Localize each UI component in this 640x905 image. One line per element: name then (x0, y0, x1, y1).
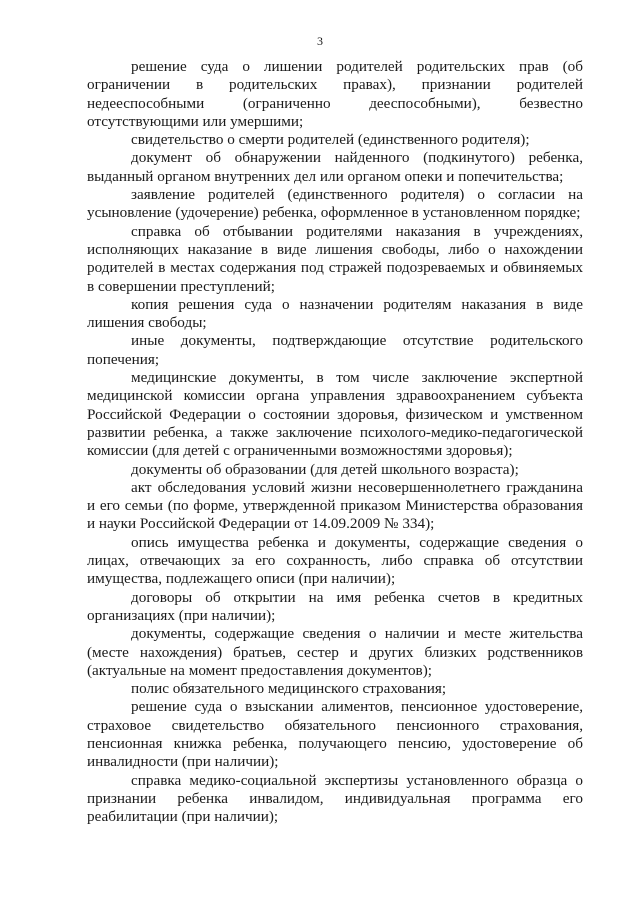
list-item-relatives-information: документы, содержащие сведения о наличии и месте жительства (месте нахождения) братьев, сестер и других близких родственников (актуальные на момент предоставления документов); (87, 625, 583, 679)
list-item-property-inventory: опись имущества ребенка и документы, содержащие сведения о лицах, отвечающих за его сохранность, либо справка об отсутствии имущества, подлежащего описи (при наличии); (87, 533, 583, 588)
list-item-found-child-document: документ об обнаружении найденного (подкинутого) ребенка, выданный органом внутренних дел или органом опеки и попечительства; (87, 149, 583, 185)
list-item-other-documents: иные документы, подтверждающие отсутствие родительского попечения; (87, 332, 583, 368)
list-item-living-conditions-report: акт обследования условий жизни несовершеннолетнего гражданина и его семьи (по форме, утвержденной приказом Министерства образования и науки Российской Федерации от 14.09.2009 № 334); (87, 478, 583, 533)
document-list (87, 58, 583, 826)
list-item-court-decision-parental-rights: решение суда о лишении родителей родительских прав (об ограничении в родительских правах), признании родителей недееспособными (ограниченно дееспособными), безвестно отсутствующими или умершими; (87, 58, 583, 130)
list-item-medical-insurance-policy: полис обязательного медицинского страхования; (131, 680, 447, 698)
list-item-medical-documents: медицинские документы, в том числе заключение экспертной медицинской комиссии органа управления здравоохранением субъекта Российской Федерации о состоянии здоровья, физическом и умственном развитии ребенка, а также заключение психолого-медико-педагогической комиссии (для детей с ограниченными возможностями здоровья); (87, 369, 583, 460)
list-item-adoption-consent: заявление родителей (единственного родителя) о согласии на усыновление (удочерение) ребенка, оформленное в установленном порядке; (87, 186, 583, 222)
list-item-death-certificate: свидетельство о смерти родителей (единственного родителя); (131, 131, 530, 149)
list-item-imprisonment-certificate: справка об отбывании родителями наказания в учреждениях, исполняющих наказание в виде лишения свободы, либо о нахождении родителей в местах содержания под стражей подозреваемых и обвиняемых в совершении преступлений; (87, 222, 583, 295)
list-item-bank-accounts: договоры об открытии на имя ребенка счетов в кредитных организациях (при наличии); (87, 588, 583, 624)
page-number: 3 (317, 34, 323, 48)
list-item-disability-certificate: справка медико-социальной экспертизы установленного образца о признании ребенка инвалидом, индивидуальная программа его реабилитации (при наличии); (87, 771, 583, 826)
list-item-court-sentence-copy: копия решения суда о назначении родителям наказания в виде лишения свободы; (87, 295, 583, 332)
list-item-alimony-pension-documents: решение суда о взыскании алиментов, пенсионное удостоверение, страховое свидетельство обязательного пенсионного страхования, пенсионная книжка ребенка, получающего пенсию, удостоверение об инвалидности (при наличии); (87, 698, 583, 771)
list-item-education-documents: документы об образовании (для детей школьного возраста); (131, 460, 519, 478)
